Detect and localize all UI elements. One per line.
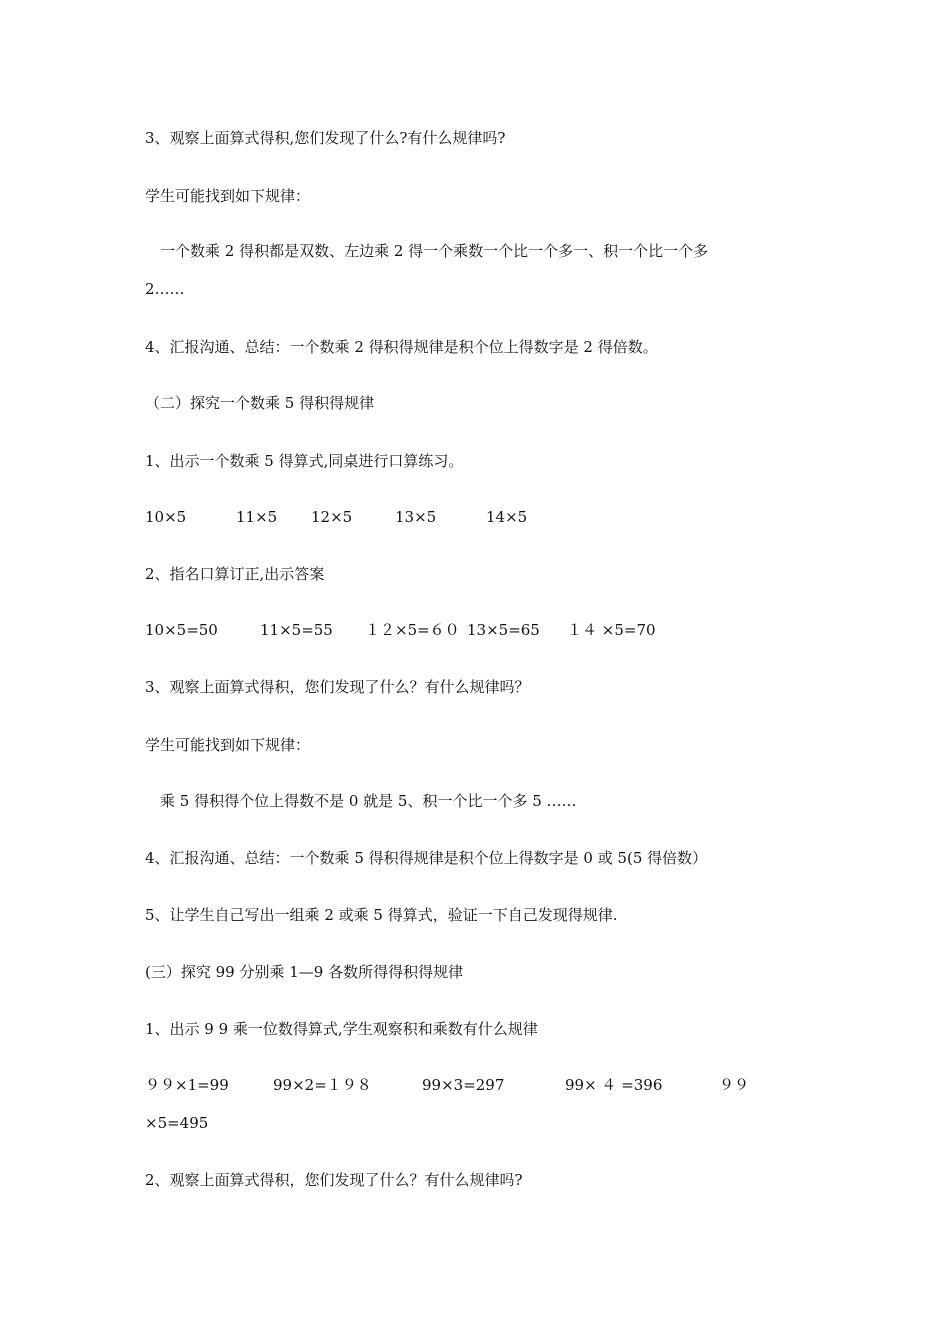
paragraph-summary-2: 4、汇报沟通、总结：一个数乘 2 得积得规律是积个位上得数字是 2 得倍数。 — [145, 338, 658, 356]
expression-item: 14×5 — [486, 508, 528, 526]
answer-item: 10×5=50 — [145, 621, 218, 639]
paragraph-check-answers: 2、指名口算订正,出示答案 — [145, 565, 325, 583]
paragraph-student-rule-intro-5: 学生可能找到如下规律： — [145, 736, 311, 754]
paragraph-rule-5: 乘 5 得积得个位上得数不是 0 就是 5、积一个比一个多 5 …… — [160, 792, 577, 810]
expression-item: ９９×1=99 — [145, 1076, 229, 1094]
expression-item: 99×3=297 — [422, 1076, 505, 1094]
paragraph-observe-5: 3、观察上面算式得积，您们发现了什么？有什么规律吗？ — [145, 678, 530, 696]
paragraph-observe-99: 2、观察上面算式得积，您们发现了什么？有什么规律吗? — [145, 1171, 523, 1189]
paragraph-observe-2: 3、观察上面算式得积,您们发现了什么?有什么规律吗? — [145, 129, 506, 147]
expression-item: 13×5 — [395, 508, 437, 526]
answer-item: 13×5=65 — [467, 621, 540, 639]
paragraph-show-expressions-99: 1、出示 9 9 乘一位数得算式,学生观察积和乘数有什么规律 — [145, 1020, 538, 1038]
paragraph-rule-2: 一个数乘 2 得积都是双数、左边乘 2 得一个乘数一个比一个多一、积一个比一个多 — [160, 242, 709, 260]
answer-row-multiply-5 — [145, 620, 665, 640]
answer-item: １２×5=６０ — [365, 621, 460, 639]
paragraph-summary-5: 4、汇报沟通、总结：一个数乘 5 得积得规律是积个位上得数字是 0 或 5(5 得倍数） — [145, 849, 708, 867]
answer-item: １４ ×5=70 — [567, 621, 656, 639]
paragraph-student-rule-intro-2: 学生可能找到如下规律： — [145, 187, 311, 205]
section-heading-3: (三）探究 99 分别乘 1—9 各数所得得积得规律 — [145, 963, 464, 981]
expression-item: 99×2=１９８ — [273, 1076, 372, 1094]
section-heading-2: （二）探究一个数乘 5 得积得规律 — [145, 394, 375, 412]
paragraph-rule-2-continued: 2…… — [145, 280, 185, 298]
expression-item: 12×5 — [311, 508, 353, 526]
expression-row-multiply-99-continued: ×5=495 — [145, 1114, 209, 1132]
expression-row-multiply-99 — [145, 1075, 765, 1095]
paragraph-show-expressions-5: 1、出示一个数乘 5 得算式,同桌进行口算练习。 — [145, 452, 464, 470]
expression-item: 11×5 — [236, 508, 278, 526]
expression-item: 99× ４ =396 — [565, 1076, 663, 1094]
expression-item: 10×5 — [145, 508, 187, 526]
paragraph-verify: 5、让学生自己写出一组乘 2 或乘 5 得算式，验证一下自己发现得规律. — [145, 906, 618, 924]
expression-row-multiply-5 — [145, 507, 565, 527]
expression-item: ９９ — [719, 1076, 750, 1094]
answer-item: 11×5=55 — [260, 621, 333, 639]
